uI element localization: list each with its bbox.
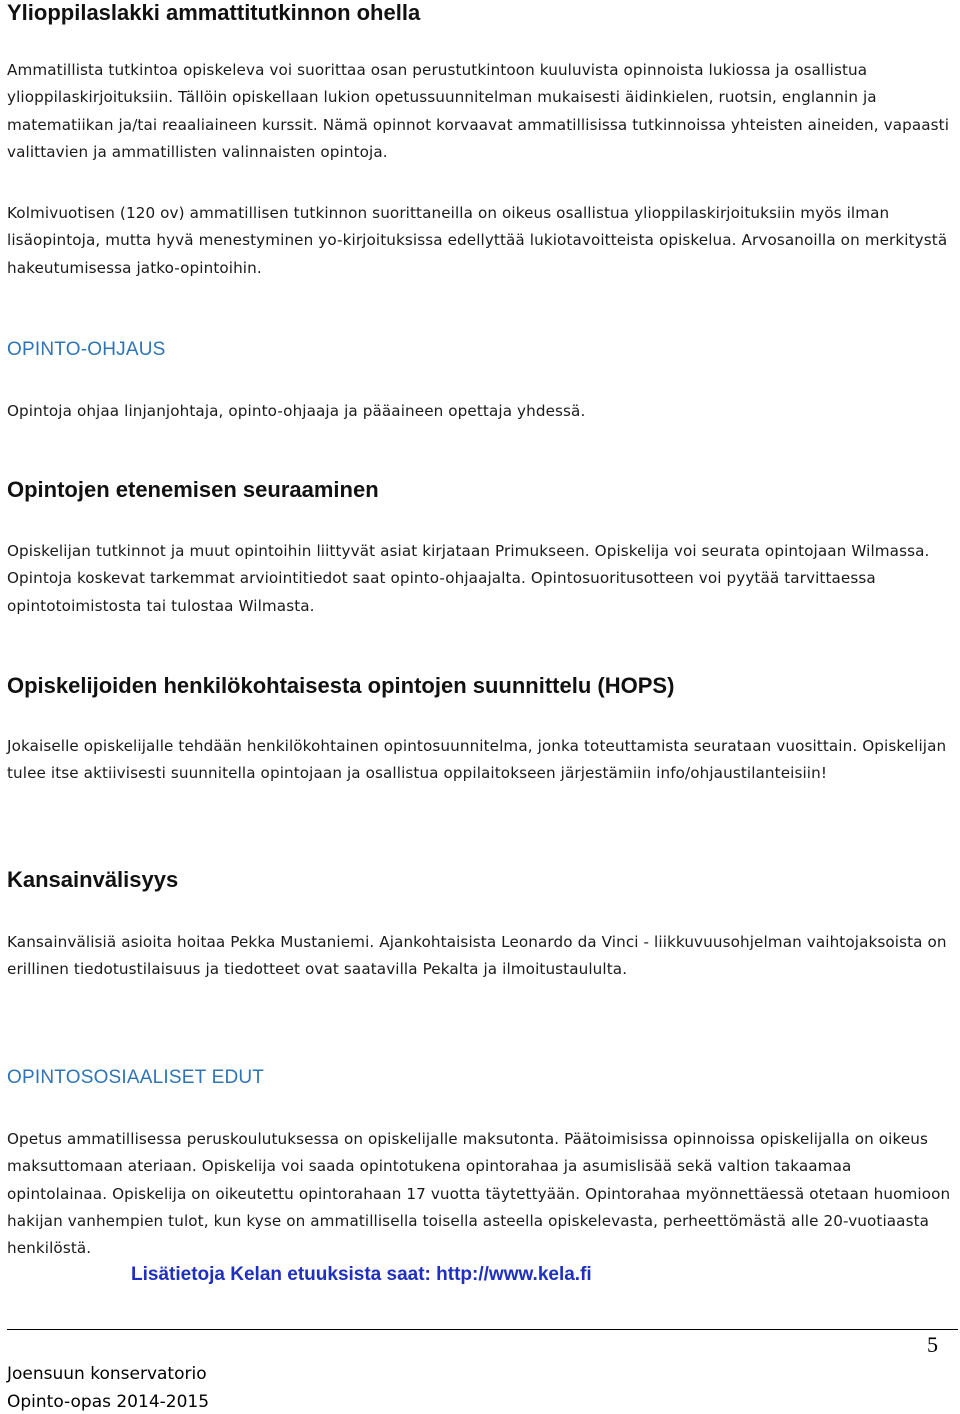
paragraph-lukio: Ammatillista tutkintoa opiskeleva voi suorittaa osan perustutkintoon kuuluvista opinnoista lukiossa ja osallistua ylioppilaskirjoituksiin. Tällöin opiskellaan lukion opetussuunnitelman mukaisesti äidinkielen, ruotsin, englannin ja matematiikan ja/tai reaaliaineen kurssit. Nämä opinnot korvaavat ammatillisissa tutkinnoissa yhteisten aineiden, vapaasti valittavien ja ammatillisten valinnaisten opintoja.	[7, 61, 950, 161]
heading-opinto-ohjaus: OPINTO-OHJAUS	[7, 339, 166, 360]
heading-opintososiaaliset-edut: OPINTOSOSIAALISET EDUT	[7, 1067, 265, 1088]
page-title: Ylioppilaslakki ammattitutkinnon ohella	[7, 0, 421, 25]
footer-divider	[7, 1329, 958, 1330]
paragraph-opinto-ohjaus: Opintoja ohjaa linjanjohtaja, opinto-ohjaaja ja pääaineen opettaja yhdessä.	[7, 402, 586, 420]
paragraph-ylioppilaskirjoitukset: Kolmivuotisen (120 ov) ammatillisen tutkinnon suorittaneilla on oikeus osallistua ylioppilaskirjoituksiin myös ilman lisäopintoja, mutta hyvä menestyminen yo-kirjoituksissa edellyttää lukiotavoitteista opiskelua. Arvosanoilla on merkitystä hakeutumisessa jatko-opintoihin.	[7, 204, 948, 277]
footer-guide-title: Opinto-opas 2014-2015	[7, 1392, 210, 1412]
page-number: 5	[927, 1332, 938, 1357]
heading-kansainvalisyys: Kansainvälisyys	[7, 867, 179, 892]
paragraph-kansainvalisyys: Kansainvälisiä asioita hoitaa Pekka Mustaniemi. Ajankohtaisista Leonardo da Vinci - liikkuvuusohjelman vaihtojaksoista on erillinen tiedotustilaisuus ja tiedotteet ovat saatavilla Pekalta ja ilmoitustaululta.	[7, 933, 947, 979]
heading-hops: Opiskelijoiden henkilökohtaisesta opintojen suunnittelu (HOPS)	[7, 673, 675, 698]
footer-school-name: Joensuun konservatorio	[7, 1364, 207, 1384]
kela-info-link[interactable]: Lisätietoja Kelan etuuksista saat: http://www.kela.fi	[131, 1264, 592, 1285]
paragraph-opintososiaaliset-edut: Opetus ammatillisessa peruskoulutuksessa on opiskelijalle maksutonta. Päätoimisissa opinnoissa opiskelijalla on oikeus maksuttomaan ateriaan. Opiskelija voi saada opintotukena opintorahaa ja asumislisää sekä valtion takaamaa opintolainaa. Opiskelija on oikeutettu opintorahaan 17 vuotta täytettyään. Opintorahaa myönnettäessä otetaan huomioon hakijan vanhempien tulot, kun kyse on ammatillisella toisella asteella opiskelevasta, perheettömästä alle 20-vuotiaasta henkilöstä.	[7, 1130, 951, 1258]
paragraph-seuraaminen: Opiskelijan tutkinnot ja muut opintoihin liittyvät asiat kirjataan Primukseen. Opiskelija voi seurata opintojaan Wilmassa. Opintoja koskevat tarkemmat arviointitiedot saat opinto-ohjaajalta. Opintosuoritusotteen voi pyytää tarvittaessa opintotoimistosta tai tulostaa Wilmasta.	[7, 542, 930, 615]
paragraph-hops: Jokaiselle opiskelijalle tehdään henkilökohtainen opintosuunnitelma, jonka toteuttamista seurataan vuosittain. Opiskelijan tulee itse aktiivisesti suunnitella opintojaan ja osallistua oppilaitokseen järjestämiin info/ohjaustilanteisiin!	[7, 737, 947, 783]
heading-opintojen-seuraaminen: Opintojen etenemisen seuraaminen	[7, 477, 379, 502]
